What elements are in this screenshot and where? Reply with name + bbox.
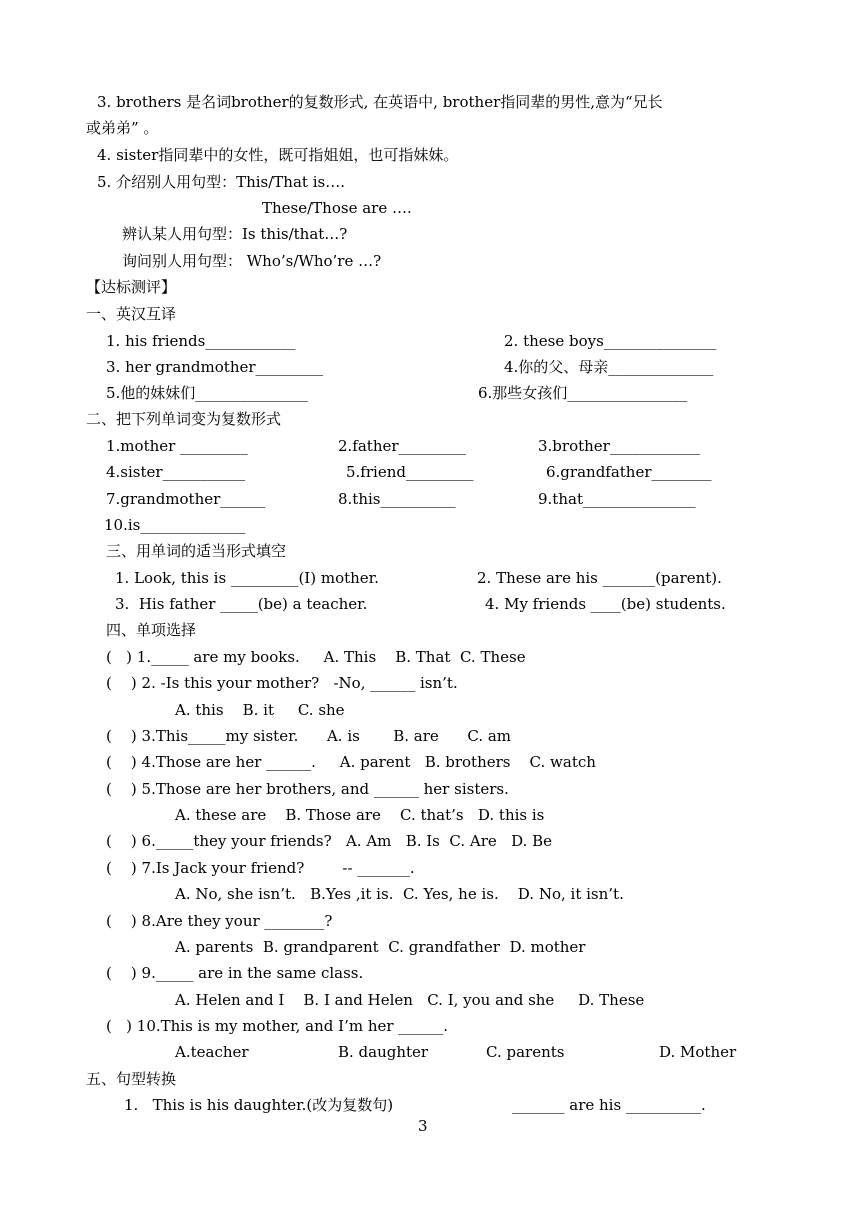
- s4-q10-option-b: B. daughter: [338, 1043, 429, 1061]
- s1-q1: 1. his friends____________: [106, 332, 296, 350]
- s4-q5-options: A. these are B. Those are C. that’s D. this is: [175, 806, 545, 824]
- page-number: 3: [418, 1117, 428, 1135]
- s2-w7: 7.grandmother______: [106, 490, 266, 508]
- s4-q3: ( ) 3.This_____my sister. A. is B. are C. am: [106, 727, 512, 745]
- s4-q6: ( ) 6._____they your friends? A. Am B. Is C. Are D. Be: [106, 832, 553, 850]
- s4-q10-option-c: C. parents: [486, 1043, 565, 1061]
- note-5-line4: 询问别人用句型： Who’s/Who’re …?: [122, 252, 382, 270]
- note-5-line1: 5. 介绍别人用句型：This/That is….: [97, 173, 345, 191]
- s1-q6: 6.那些女孩们________________: [478, 384, 688, 402]
- s1-q4: 4.你的父、母亲______________: [504, 358, 714, 376]
- s4-q10-option-a: A.teacher: [175, 1043, 249, 1061]
- s4-q2: ( ) 2. -Is this your mother? -No, ______ isn’t.: [106, 674, 458, 692]
- s4-q8: ( ) 8.Are they your ________?: [106, 912, 333, 930]
- s4-q9-options: A. Helen and I B. I and Helen C. I, you and she D. These: [175, 991, 645, 1009]
- s5-q1-answer: _______ are his __________.: [512, 1096, 706, 1114]
- s4-q5: ( ) 5.Those are her brothers, and ______ her sisters.: [106, 780, 509, 798]
- note-3-line2: 或弟弟” 。: [86, 119, 159, 137]
- s3-q1: 1. Look, this is _________(I) mother.: [115, 569, 379, 587]
- s2-w1: 1.mother _________: [106, 437, 248, 455]
- s2-w9: 9.that_______________: [538, 490, 696, 508]
- s4-q8-options: A. parents B. grandparent C. grandfather D. mother: [175, 938, 586, 956]
- s2-w6: 6.grandfather________: [546, 463, 712, 481]
- note-4: 4. sister指同辈中的女性，既可指姐姐，也可指妹妹。: [97, 146, 459, 164]
- s3-q4: 4. My friends ____(be) students.: [485, 595, 726, 613]
- s2-w10: 10.is______________: [104, 516, 246, 534]
- s3-q3: 3. His father _____(be) a teacher.: [115, 595, 368, 613]
- note-5-line2: These/Those are ….: [262, 199, 412, 217]
- section-4-title: 四、单项选择: [106, 621, 197, 639]
- section-2-title: 二、把下列单词变为复数形式: [86, 410, 282, 428]
- s2-w2: 2.father_________: [338, 437, 467, 455]
- s3-q2: 2. These are his _______(parent).: [477, 569, 722, 587]
- note-5-line3: 辨认某人用句型：Is this/that…?: [122, 225, 348, 243]
- s2-w5: 5.friend_________: [346, 463, 474, 481]
- s2-w4: 4.sister___________: [106, 463, 246, 481]
- section-5-title: 五、句型转换: [86, 1070, 177, 1088]
- note-3-line1: 3. brothers 是名词brother的复数形式, 在英语中, brother指同辈的男性,意为“兄长: [97, 93, 663, 111]
- s1-q2: 2. these boys_______________: [504, 332, 717, 350]
- s4-q7-options: A. No, she isn’t. B.Yes ,it is. C. Yes, he is. D. No, it isn’t.: [175, 885, 624, 903]
- s4-q10-option-d: D. Mother: [659, 1043, 737, 1061]
- s1-q5: 5.他的妹妹们_______________: [106, 384, 308, 402]
- s4-q9: ( ) 9._____ are in the same class.: [106, 964, 364, 982]
- s4-q10: ( ) 10.This is my mother, and I’m her ______.: [106, 1017, 449, 1035]
- s2-w3: 3.brother____________: [538, 437, 700, 455]
- s4-q4: ( ) 4.Those are her ______. A. parent B. brothers C. watch: [106, 753, 596, 771]
- s4-q2-options: A. this B. it C. she: [175, 701, 345, 719]
- s4-q1: ( ) 1._____ are my books. A. This B. That C. These: [106, 648, 526, 666]
- section-3-title: 三、用单词的适当形式填空: [106, 542, 287, 560]
- test-heading: 【达标测评】: [86, 278, 177, 296]
- section-1-title: 一、英汉互译: [86, 305, 177, 323]
- s1-q3: 3. her grandmother_________: [106, 358, 324, 376]
- s5-q1: 1. This is his daughter.(改为复数句): [124, 1096, 394, 1114]
- s4-q7: ( ) 7.Is Jack your friend? -- _______.: [106, 859, 415, 877]
- s2-w8: 8.this__________: [338, 490, 456, 508]
